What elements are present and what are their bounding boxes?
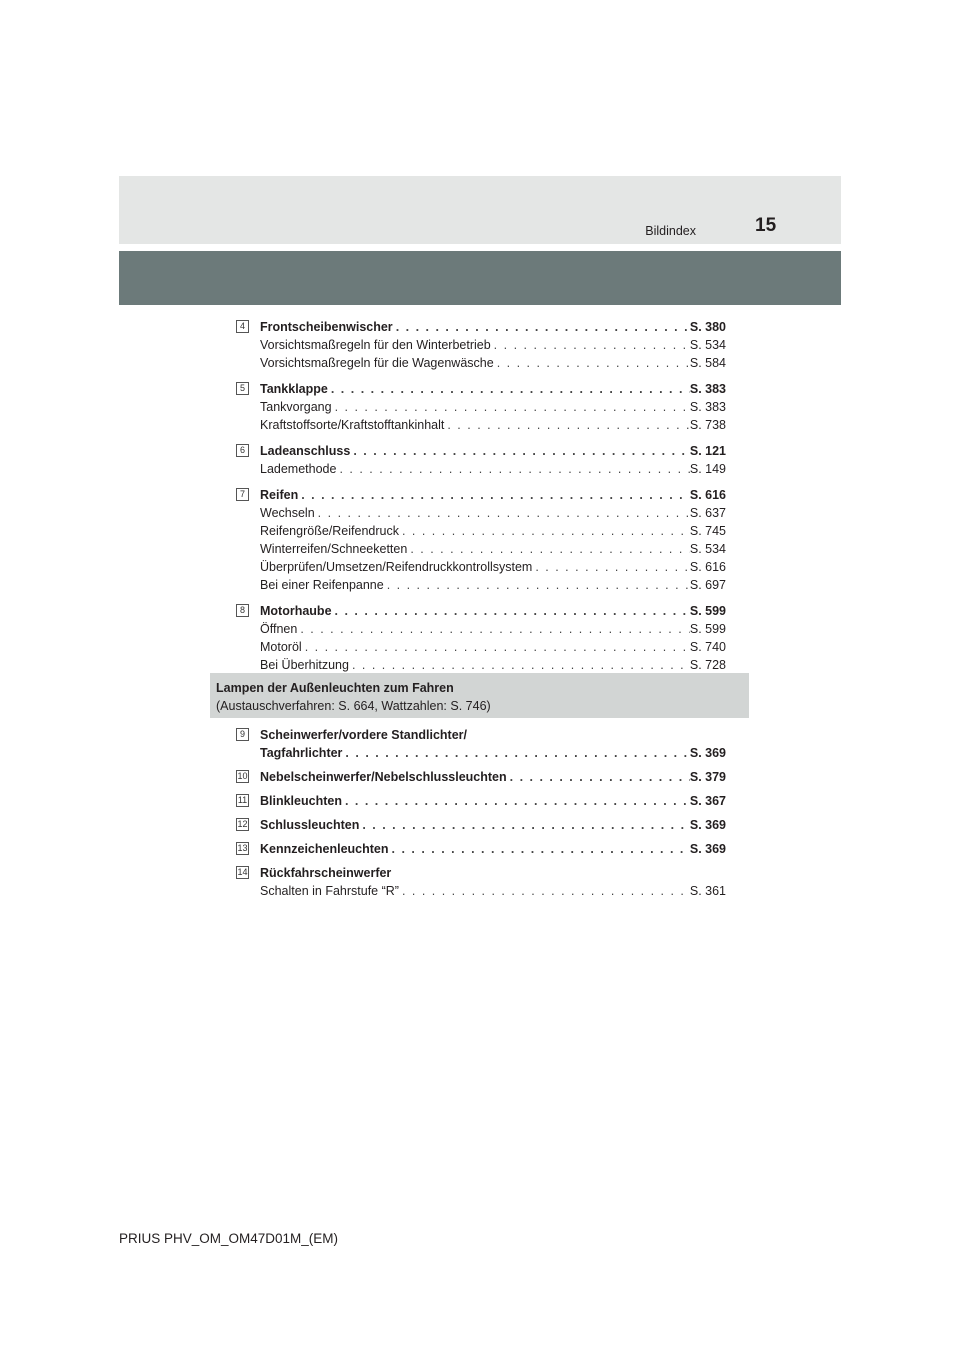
dot-leader bbox=[444, 416, 690, 434]
index-sub-entry[interactable] bbox=[260, 576, 726, 594]
page-reference: S. 599 bbox=[689, 604, 726, 618]
header-band bbox=[119, 176, 841, 244]
page-reference: S. 534 bbox=[689, 542, 726, 556]
entry-text: Blinkleuchten bbox=[260, 794, 342, 808]
index-group bbox=[236, 442, 726, 478]
index-group bbox=[236, 380, 726, 434]
entry-text: Reifen bbox=[260, 488, 299, 502]
dot-leader bbox=[332, 398, 690, 416]
page-reference: S. 361 bbox=[689, 884, 726, 898]
entry-text: Öffnen bbox=[260, 622, 298, 636]
title-band bbox=[119, 251, 841, 305]
dot-leader bbox=[507, 768, 690, 786]
index-main-entry[interactable] bbox=[260, 602, 726, 620]
lamps-section-header bbox=[210, 673, 749, 718]
entry-text: Tankklappe bbox=[260, 382, 328, 396]
page-reference: S. 738 bbox=[689, 418, 726, 432]
dot-leader bbox=[349, 656, 690, 674]
dot-leader bbox=[297, 620, 690, 638]
item-number-badge: 13 bbox=[237, 843, 248, 853]
dot-leader bbox=[407, 540, 690, 558]
dot-leader bbox=[342, 792, 690, 810]
entry-text: Reifengröße/Reifendruck bbox=[260, 524, 399, 538]
index-sub-entry[interactable] bbox=[260, 398, 726, 416]
index-group bbox=[236, 840, 726, 858]
item-number-badge: 8 bbox=[236, 604, 249, 617]
index-main-entry[interactable] bbox=[260, 816, 726, 834]
page-reference: S. 369 bbox=[689, 746, 726, 760]
index-sub-entry[interactable] bbox=[260, 336, 726, 354]
dot-leader bbox=[491, 336, 690, 354]
dot-leader bbox=[298, 486, 690, 504]
entry-text: Schlussleuchten bbox=[260, 818, 360, 832]
page-reference: S. 697 bbox=[689, 578, 726, 592]
dot-leader bbox=[389, 840, 690, 858]
page-reference: S. 383 bbox=[689, 382, 726, 396]
dot-leader bbox=[532, 558, 690, 576]
item-number-badge: 4 bbox=[236, 320, 249, 333]
dot-leader bbox=[350, 442, 690, 460]
index-group bbox=[236, 864, 726, 900]
entry-text: Motorhaube bbox=[260, 604, 332, 618]
dot-leader bbox=[399, 522, 690, 540]
lamp-entries bbox=[236, 726, 726, 906]
item-number-badge: 7 bbox=[236, 488, 249, 501]
item-number-badge: 12 bbox=[237, 819, 248, 829]
dot-leader bbox=[342, 744, 689, 762]
index-heading: Scheinwerfer/vordere Standlichter/ bbox=[260, 728, 468, 742]
index-group bbox=[236, 318, 726, 372]
dot-leader bbox=[328, 380, 690, 398]
index-group bbox=[236, 816, 726, 834]
index-group bbox=[236, 726, 726, 762]
index-main-entry[interactable] bbox=[260, 768, 726, 786]
entry-text: Ladeanschluss bbox=[260, 444, 351, 458]
entry-text: Vorsichtsmaßregeln für die Wagenwäsche bbox=[260, 356, 494, 370]
lamps-subtitle: (Austauschverfahren: S. 664, Wattzahlen: S. 746) bbox=[216, 699, 491, 713]
item-number-badge: 14 bbox=[237, 867, 248, 877]
dot-leader bbox=[332, 602, 690, 620]
index-main-entry[interactable] bbox=[260, 744, 726, 762]
page-reference: S. 584 bbox=[689, 356, 726, 370]
page-reference: S. 616 bbox=[689, 560, 726, 574]
index-sub-entry[interactable] bbox=[260, 460, 726, 478]
entry-text: Motoröl bbox=[260, 640, 302, 654]
item-number-badge: 10 bbox=[237, 771, 248, 781]
index-main-entry[interactable] bbox=[260, 380, 726, 398]
index-group bbox=[236, 486, 726, 594]
item-number-badge: 9 bbox=[236, 728, 249, 741]
page-reference: S. 367 bbox=[689, 794, 726, 808]
page-reference: S. 379 bbox=[689, 770, 726, 784]
index-main-entry[interactable] bbox=[260, 442, 726, 460]
entry-text: Schalten in Fahrstufe “R” bbox=[260, 884, 399, 898]
entry-text: Überprüfen/Umsetzen/Reifendruckkontrollsystem bbox=[260, 560, 533, 574]
page-reference: S. 599 bbox=[689, 622, 726, 636]
entry-text: Tagfahrlichter bbox=[260, 746, 343, 760]
section-label: Bildindex bbox=[645, 224, 696, 238]
entry-text: Bei einer Reifenpanne bbox=[260, 578, 384, 592]
index-sub-entry[interactable] bbox=[260, 882, 726, 900]
lamps-title: Lampen der Außenleuchten zum Fahren bbox=[216, 681, 454, 695]
page-reference: S. 380 bbox=[689, 320, 726, 334]
entry-text: Kennzeichenleuchten bbox=[260, 842, 389, 856]
index-group bbox=[236, 602, 726, 674]
dot-leader bbox=[359, 816, 690, 834]
entry-text: Kraftstoffsorte/Kraftstofftankinhalt bbox=[260, 418, 445, 432]
page-reference: S. 369 bbox=[689, 842, 726, 856]
page-reference: S. 728 bbox=[689, 658, 726, 672]
item-number-badge: 11 bbox=[237, 795, 248, 805]
dot-leader bbox=[399, 882, 690, 900]
page-number: 15 bbox=[755, 215, 777, 236]
index-sub-entry[interactable] bbox=[260, 656, 726, 674]
item-number-badge: 6 bbox=[236, 444, 249, 457]
item-number-badge: 5 bbox=[236, 382, 249, 395]
dot-leader bbox=[494, 354, 690, 372]
dot-leader bbox=[384, 576, 690, 594]
page-reference: S. 121 bbox=[689, 444, 726, 458]
footer-code: PRIUS PHV_OM_OM47D01M_(EM) bbox=[119, 1231, 339, 1246]
dot-leader bbox=[336, 460, 689, 478]
index-group bbox=[236, 792, 726, 810]
index-main-entry[interactable] bbox=[260, 486, 726, 504]
page-reference: S. 534 bbox=[689, 338, 726, 352]
index-sub-entry[interactable] bbox=[260, 416, 726, 434]
page-reference: S. 745 bbox=[689, 524, 726, 538]
entry-text: Nebelscheinwerfer/Nebelschlussleuchten bbox=[260, 770, 507, 784]
index-sub-entry[interactable] bbox=[260, 522, 726, 540]
index-main-entry[interactable] bbox=[260, 840, 726, 858]
index-group bbox=[236, 768, 726, 786]
page-reference: S. 369 bbox=[689, 818, 726, 832]
index-sub-entry[interactable] bbox=[260, 504, 726, 522]
entry-text: Winterreifen/Schneeketten bbox=[260, 542, 408, 556]
page-reference: S. 637 bbox=[689, 506, 726, 520]
entry-text: Tankvorgang bbox=[260, 400, 332, 414]
entry-text: Frontscheibenwischer bbox=[260, 320, 393, 334]
index-sub-entry[interactable] bbox=[260, 558, 726, 576]
page-reference: S. 149 bbox=[689, 462, 726, 476]
dot-leader bbox=[315, 504, 690, 522]
page-reference: S. 740 bbox=[689, 640, 726, 654]
index-main-entry[interactable] bbox=[260, 318, 726, 336]
index-sub-entry[interactable] bbox=[260, 620, 726, 638]
entry-text: Lademethode bbox=[260, 462, 337, 476]
entry-text: Wechseln bbox=[260, 506, 315, 520]
index-sub-entry[interactable] bbox=[260, 540, 726, 558]
index-heading: Rückfahrscheinwerfer bbox=[260, 866, 392, 880]
dot-leader bbox=[302, 638, 690, 656]
entry-text: Bei Überhitzung bbox=[260, 658, 349, 672]
page-reference: S. 616 bbox=[689, 488, 726, 502]
index-sub-entry[interactable] bbox=[260, 354, 726, 372]
index-sub-entry[interactable] bbox=[260, 638, 726, 656]
index-main-entry[interactable] bbox=[260, 792, 726, 810]
index-entries bbox=[236, 318, 726, 682]
page-reference: S. 383 bbox=[689, 400, 726, 414]
entry-text: Vorsichtsmaßregeln für den Winterbetrieb bbox=[260, 338, 491, 352]
dot-leader bbox=[393, 318, 690, 336]
